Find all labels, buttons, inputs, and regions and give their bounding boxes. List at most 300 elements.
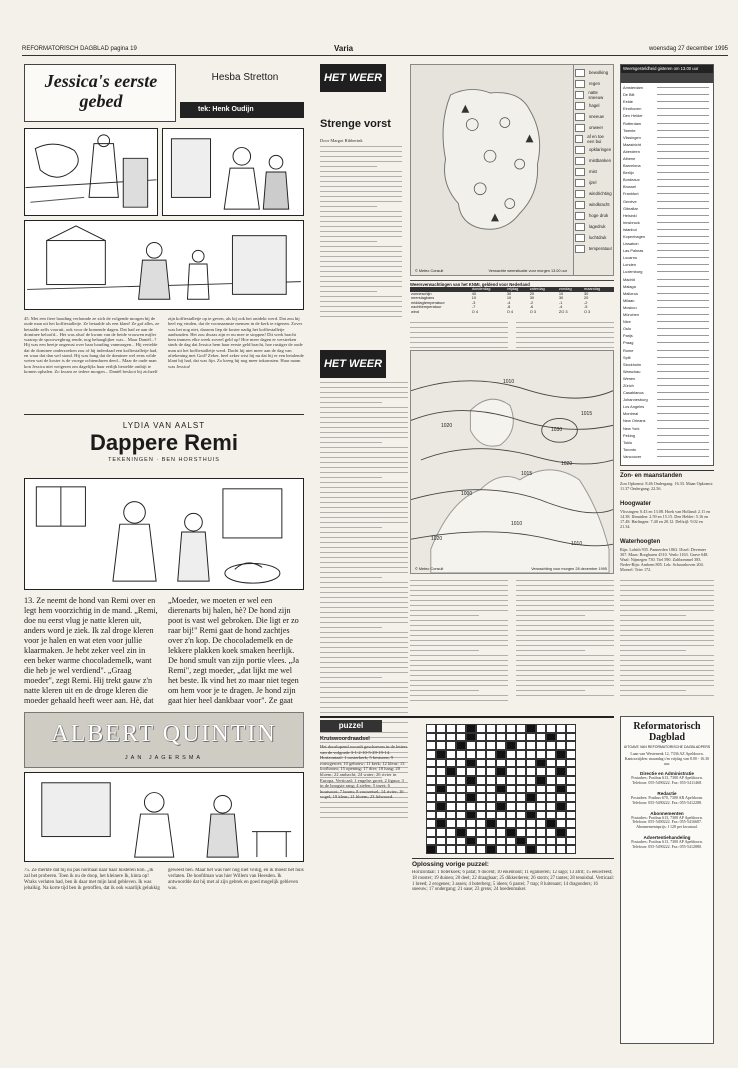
crossword-cell[interactable] <box>456 811 466 820</box>
city-row <box>623 290 711 297</box>
crossword-cell[interactable] <box>526 837 536 846</box>
redactie-title: Redactie <box>657 790 677 796</box>
crossword-cell[interactable] <box>436 733 446 742</box>
isobar-label: 1010 <box>503 379 515 385</box>
crossword-cell[interactable] <box>456 845 466 854</box>
crossword-cell[interactable] <box>566 802 576 811</box>
crossword-cell[interactable] <box>536 785 546 794</box>
crossword-cell[interactable] <box>496 776 506 785</box>
crossword-cell[interactable] <box>506 802 516 811</box>
crossword-cell[interactable] <box>546 759 556 768</box>
city-row <box>623 389 711 396</box>
crossword-cell[interactable] <box>546 750 556 759</box>
crossword-cell[interactable] <box>466 767 476 776</box>
forecast-day: maandag <box>583 286 601 291</box>
crossword-cell <box>556 802 566 811</box>
street-scene-illustration <box>25 129 157 215</box>
crossword-cell[interactable] <box>436 759 446 768</box>
isobar-label: 1015 <box>581 411 593 417</box>
crossword-cell[interactable] <box>436 837 446 846</box>
isobar-label: 1020 <box>561 461 573 467</box>
crossword-cell[interactable] <box>446 776 456 785</box>
crossword-cell[interactable] <box>536 741 546 750</box>
comic2-kicker: LYDIA VAN AALST <box>122 421 206 430</box>
crossword-cell[interactable] <box>546 793 556 802</box>
directie-body: Postadres: Postbus 613, 7300 AP Apeldoorn. Telefoon: 055-5490222. Fax: 055-5411468. <box>631 776 703 786</box>
crossword-cell[interactable] <box>566 759 576 768</box>
crossword-cell[interactable] <box>446 793 456 802</box>
city-name: Los Angeles <box>623 404 645 410</box>
crossword-cell[interactable] <box>566 785 576 794</box>
crossword-cell[interactable] <box>476 759 486 768</box>
city-name: Stockholm <box>623 361 642 367</box>
city-name: Eelde <box>623 99 633 105</box>
city-name: Barcelona <box>623 163 641 169</box>
crossword-cell[interactable] <box>546 785 556 794</box>
city-row <box>623 368 711 375</box>
crossword-cell[interactable] <box>526 802 536 811</box>
crossword-cell <box>526 845 536 854</box>
crossword-cell[interactable] <box>546 828 556 837</box>
crossword-cell[interactable] <box>506 819 516 828</box>
city-row <box>623 346 711 353</box>
crossword-cell[interactable] <box>476 819 486 828</box>
crossword-cell[interactable] <box>446 828 456 837</box>
crossword-cell[interactable] <box>536 828 546 837</box>
crossword-cell[interactable] <box>426 750 436 759</box>
city-name: Maastricht <box>623 141 641 147</box>
crossword-cell <box>466 759 476 768</box>
crossword-cell[interactable] <box>466 828 476 837</box>
crossword-cell[interactable] <box>446 802 456 811</box>
crossword-cell[interactable] <box>466 750 476 759</box>
crossword-cell <box>556 767 566 776</box>
city-row <box>623 304 711 311</box>
crossword-cell[interactable] <box>516 785 526 794</box>
crossword-cell[interactable] <box>536 793 546 802</box>
crossword-cell[interactable] <box>516 828 526 837</box>
crossword-cell[interactable] <box>526 828 536 837</box>
crossword-cell[interactable] <box>426 811 436 820</box>
legend-item: af en toe een bui <box>575 133 612 144</box>
city-row <box>623 183 711 190</box>
crossword-cell[interactable] <box>496 724 506 733</box>
crossword-cell[interactable] <box>426 776 436 785</box>
city-row <box>623 134 711 141</box>
map-credit: © Meteo Consult <box>415 269 444 273</box>
weather-text-col4 <box>516 580 614 710</box>
crossword-cell[interactable] <box>486 785 496 794</box>
crossword-cell[interactable] <box>536 750 546 759</box>
city-name: Montreal <box>623 411 639 417</box>
city-values <box>657 456 709 457</box>
crossword-cell[interactable] <box>466 785 476 794</box>
crossword-cell[interactable] <box>476 837 486 846</box>
isobar-label: 1015 <box>521 471 533 477</box>
crossword-cell[interactable] <box>506 776 516 785</box>
crossword-cell[interactable] <box>476 845 486 854</box>
crossword-cell[interactable] <box>436 811 446 820</box>
crossword-cell[interactable] <box>516 750 526 759</box>
crossword-cell[interactable] <box>496 733 506 742</box>
puzzle-subtitle: Kruiswoordraadsel <box>320 736 370 742</box>
city-name: Frankfurt <box>623 191 639 197</box>
crossword-cell[interactable] <box>566 819 576 828</box>
city-name: Aberdeen <box>623 148 640 154</box>
colophon-address: Laan van Westenenk 12, 7336 AZ Apeldoorn. Kantoortijden: maandag t/m vrijdag van 8.00 - 16.30 uur. <box>624 752 710 766</box>
crossword-cell[interactable] <box>556 837 566 846</box>
crossword-cell[interactable] <box>426 837 436 846</box>
city-values <box>657 428 709 429</box>
city-row <box>623 417 711 424</box>
crossword-cell[interactable] <box>556 741 566 750</box>
crossword-cell[interactable] <box>506 845 516 854</box>
crossword-cell[interactable] <box>446 733 456 742</box>
tide-title: Hoogwater <box>620 501 652 507</box>
crossword-cell <box>506 828 516 837</box>
crossword-cell[interactable] <box>536 819 546 828</box>
crossword-cell[interactable] <box>496 837 506 846</box>
crossword-cell[interactable] <box>456 759 466 768</box>
crossword-cell[interactable] <box>486 802 496 811</box>
weather-headline: Strenge vorst <box>320 118 391 130</box>
europe-map-caption: Verwachting voor morgen 28 december 1995 <box>531 567 607 571</box>
room-scene-illustration <box>25 773 303 861</box>
legend-item: onweer <box>575 122 612 133</box>
city-values <box>657 243 709 244</box>
advertenties-title: Advertentiehandeling <box>643 834 691 840</box>
crossword-cell[interactable] <box>516 802 526 811</box>
city-values <box>657 130 709 131</box>
crossword-cell[interactable] <box>506 837 516 846</box>
crossword-cell <box>496 750 506 759</box>
crossword-cell[interactable] <box>446 741 456 750</box>
crossword-cell[interactable] <box>566 741 576 750</box>
crossword-cell[interactable] <box>516 767 526 776</box>
crossword-cell[interactable] <box>526 750 536 759</box>
crossword-cell[interactable] <box>486 750 496 759</box>
city-values <box>657 364 709 365</box>
city-values <box>657 108 709 109</box>
crossword-cell[interactable] <box>506 750 516 759</box>
crossword-cell[interactable] <box>556 733 566 742</box>
crossword-cell[interactable] <box>436 845 446 854</box>
crossword-cell[interactable] <box>496 828 506 837</box>
crossword-cell[interactable] <box>566 767 576 776</box>
city-values <box>657 151 709 152</box>
city-row <box>623 425 711 432</box>
crossword-cell[interactable] <box>476 767 486 776</box>
crossword-cell[interactable] <box>526 767 536 776</box>
crossword-cell[interactable] <box>456 785 466 794</box>
crossword-cell[interactable] <box>496 759 506 768</box>
crossword-cell[interactable] <box>536 837 546 846</box>
city-name: Split <box>623 354 631 360</box>
crossword-cell[interactable] <box>516 733 526 742</box>
crossword-cell[interactable] <box>436 767 446 776</box>
crossword-cell[interactable] <box>456 767 466 776</box>
crossword-cell[interactable] <box>466 845 476 854</box>
crossword-cell[interactable] <box>456 819 466 828</box>
crossword-cell[interactable] <box>566 793 576 802</box>
crossword-cell[interactable] <box>536 733 546 742</box>
crossword-cell[interactable] <box>516 845 526 854</box>
crossword-cell[interactable] <box>456 733 466 742</box>
city-values <box>657 335 709 336</box>
city-name: Brussel <box>623 184 636 190</box>
crossword-cell[interactable] <box>496 741 506 750</box>
crossword-cell[interactable] <box>456 802 466 811</box>
crossword-cell[interactable] <box>546 837 556 846</box>
crossword-cell[interactable] <box>436 828 446 837</box>
crossword-cell[interactable] <box>436 776 446 785</box>
crossword-cell[interactable] <box>566 733 576 742</box>
crossword-cell[interactable] <box>566 724 576 733</box>
crossword-cell[interactable] <box>516 793 526 802</box>
crossword-cell[interactable] <box>486 741 496 750</box>
crossword-cell[interactable] <box>546 767 556 776</box>
crossword-cell <box>466 811 476 820</box>
weather-byline: Door Margot Ribberink <box>320 138 363 143</box>
sun-body: Zon Opkomst: 8.46 Ondergang: 16.33. Maan Opkomst: 11.37 Ondergang: 22.56. <box>620 481 714 491</box>
colophon <box>620 716 714 1044</box>
crossword-cell[interactable] <box>486 828 496 837</box>
crossword-cell[interactable] <box>506 724 516 733</box>
city-name: Mallorca <box>623 290 638 296</box>
city-name: Moskou <box>623 304 637 310</box>
crossword-cell[interactable] <box>446 845 456 854</box>
crossword-cell <box>426 845 436 854</box>
crossword-cell[interactable] <box>506 759 516 768</box>
crossword-cell[interactable] <box>466 802 476 811</box>
city-name: Warschau <box>623 368 641 374</box>
crossword-cell[interactable] <box>556 759 566 768</box>
crossword-cell[interactable] <box>476 785 486 794</box>
city-name: Amsterdam <box>623 85 643 91</box>
crossword-cell[interactable] <box>446 759 456 768</box>
crossword-cell[interactable] <box>456 837 466 846</box>
crossword-cell[interactable] <box>426 828 436 837</box>
crossword-cell[interactable] <box>486 767 496 776</box>
crossword-cell[interactable] <box>486 793 496 802</box>
city-values <box>657 208 709 209</box>
crossword-cell[interactable] <box>556 845 566 854</box>
city-values <box>657 378 709 379</box>
crossword-cell[interactable] <box>536 845 546 854</box>
kitchen-scene-illustration <box>25 479 303 589</box>
crossword-cell[interactable] <box>556 776 566 785</box>
legend-item: hagel <box>575 100 612 111</box>
world-weather-table <box>620 64 714 466</box>
crossword-cell[interactable] <box>556 811 566 820</box>
crossword-cell[interactable] <box>426 741 436 750</box>
city-row <box>623 247 711 254</box>
city-name: Oslo <box>623 326 631 332</box>
crossword-cell[interactable] <box>546 845 556 854</box>
crossword-cell[interactable] <box>496 793 506 802</box>
city-values <box>657 165 709 166</box>
crossword-cell[interactable] <box>516 759 526 768</box>
crossword-cell[interactable] <box>506 785 516 794</box>
crossword-cell[interactable] <box>526 785 536 794</box>
solution-title: Oplossing vorige puzzel: <box>412 861 489 868</box>
crossword-cell[interactable] <box>446 785 456 794</box>
crossword-cell[interactable] <box>536 802 546 811</box>
forecast-row: neerslagkans 10 10 30 30 20 <box>411 295 589 301</box>
crossword-cell[interactable] <box>476 750 486 759</box>
city-values <box>657 101 709 102</box>
city-name: Bordeaux <box>623 177 640 183</box>
comic3-panel <box>24 772 304 862</box>
crossword-cell[interactable] <box>496 811 506 820</box>
crossword-cell[interactable] <box>486 724 496 733</box>
crossword-cell[interactable] <box>456 776 466 785</box>
crossword-cell[interactable] <box>496 819 506 828</box>
city-name: New York <box>623 425 640 431</box>
crossword-cell[interactable] <box>476 811 486 820</box>
crossword-cell[interactable] <box>486 776 496 785</box>
city-values <box>657 420 709 421</box>
crossword-cell[interactable] <box>476 776 486 785</box>
comic3-header <box>24 712 304 768</box>
crossword-cell[interactable] <box>516 724 526 733</box>
city-values <box>657 293 709 294</box>
crossword-cell <box>536 759 546 768</box>
crossword-cell[interactable] <box>446 837 456 846</box>
crossword-cell[interactable] <box>436 741 446 750</box>
crossword-cell[interactable] <box>436 793 446 802</box>
city-values <box>657 215 709 216</box>
crossword-cell[interactable] <box>556 793 566 802</box>
crossword-cell[interactable] <box>526 733 536 742</box>
crossword-cell[interactable] <box>516 776 526 785</box>
crossword-cell[interactable] <box>536 811 546 820</box>
crossword-cell[interactable] <box>476 741 486 750</box>
crossword-cell[interactable] <box>466 819 476 828</box>
crossword-cell[interactable] <box>426 793 436 802</box>
crossword-cell[interactable] <box>506 733 516 742</box>
legend-item: lagedruk <box>575 221 612 232</box>
city-name: Den Helder <box>623 113 643 119</box>
crossword-cell[interactable] <box>546 802 556 811</box>
crossword-cell[interactable] <box>536 724 546 733</box>
crossword-cell[interactable] <box>446 750 456 759</box>
forecast-grid <box>410 287 614 315</box>
isobar-label: 1020 <box>441 423 453 429</box>
crossword-cell[interactable] <box>566 828 576 837</box>
city-row <box>623 141 711 148</box>
crossword-cell[interactable] <box>556 819 566 828</box>
city-values <box>657 172 709 173</box>
crossword-cell <box>536 776 546 785</box>
crossword-cell[interactable] <box>476 733 486 742</box>
crossword-cell[interactable] <box>516 811 526 820</box>
crossword-cell[interactable] <box>456 724 466 733</box>
crossword-cell[interactable] <box>566 811 576 820</box>
crossword-cell[interactable] <box>496 845 506 854</box>
crossword-cell[interactable] <box>516 741 526 750</box>
crossword-cell[interactable] <box>426 724 436 733</box>
crossword-cell[interactable] <box>566 750 576 759</box>
isobar-label: 1020 <box>431 536 443 542</box>
city-values <box>657 399 709 400</box>
crossword-grid[interactable] <box>426 724 576 854</box>
crossword-cell[interactable] <box>546 724 556 733</box>
city-list <box>621 83 713 461</box>
crossword-cell[interactable] <box>426 802 436 811</box>
crossword-cell <box>486 845 496 854</box>
city-values <box>657 279 709 280</box>
city-values <box>657 350 709 351</box>
crossword-cell[interactable] <box>466 741 476 750</box>
crossword-cell[interactable] <box>446 724 456 733</box>
city-row <box>623 91 711 98</box>
crossword-cell[interactable] <box>566 837 576 846</box>
crossword-cell[interactable] <box>546 776 556 785</box>
crossword-cell[interactable] <box>456 750 466 759</box>
crossword-cell[interactable] <box>506 811 516 820</box>
crossword-cell[interactable] <box>486 811 496 820</box>
crossword-cell[interactable] <box>486 837 496 846</box>
abonnementen-title: Abonnementen <box>650 810 684 816</box>
crossword-cell[interactable] <box>476 828 486 837</box>
crossword-cell <box>496 802 506 811</box>
crossword-cell[interactable] <box>566 845 576 854</box>
crossword-cell[interactable] <box>476 793 486 802</box>
crossword-cell[interactable] <box>476 802 486 811</box>
city-name: Zürich <box>623 382 634 388</box>
crossword-cell[interactable] <box>526 759 536 768</box>
crossword-cell[interactable] <box>506 793 516 802</box>
crossword-cell[interactable] <box>456 793 466 802</box>
forecast-title: Weersverwachtingen van het KNMI, geldend voor Nederland <box>410 282 530 287</box>
legend-item: regen <box>575 78 612 89</box>
crossword-cell <box>466 793 476 802</box>
crossword-cell[interactable] <box>476 724 486 733</box>
crossword-cell[interactable] <box>446 819 456 828</box>
weather-legend <box>574 64 614 276</box>
crossword-cell[interactable] <box>526 819 536 828</box>
section-title: Varia <box>334 44 354 53</box>
crossword-cell[interactable] <box>536 767 546 776</box>
crossword-cell[interactable] <box>546 741 556 750</box>
crossword-cell[interactable] <box>526 776 536 785</box>
crossword-cell[interactable] <box>436 724 446 733</box>
crossword-cell[interactable] <box>506 767 516 776</box>
crossword-cell[interactable] <box>546 811 556 820</box>
city-name: De Bilt <box>623 92 635 98</box>
city-name: New Orleans <box>623 418 646 424</box>
crossword-cell[interactable] <box>486 733 496 742</box>
crossword-cell[interactable] <box>516 819 526 828</box>
crossword-cell[interactable] <box>526 741 536 750</box>
city-name: Berlijn <box>623 170 634 176</box>
crossword-cell[interactable] <box>426 785 436 794</box>
crossword-cell[interactable] <box>426 767 436 776</box>
crossword-cell[interactable] <box>486 759 496 768</box>
crossword-cell[interactable] <box>556 724 566 733</box>
crossword-cell[interactable] <box>566 776 576 785</box>
europe-weather-logo: HET WEER <box>320 350 386 378</box>
crossword-cell[interactable] <box>426 733 436 742</box>
city-name: Lissabon <box>623 241 639 247</box>
crossword-cell[interactable] <box>426 759 436 768</box>
city-values <box>657 300 709 301</box>
city-values <box>657 314 709 315</box>
crossword-cell[interactable] <box>426 819 436 828</box>
legend-item: mistbanken <box>575 155 612 166</box>
crossword-cell[interactable] <box>446 811 456 820</box>
